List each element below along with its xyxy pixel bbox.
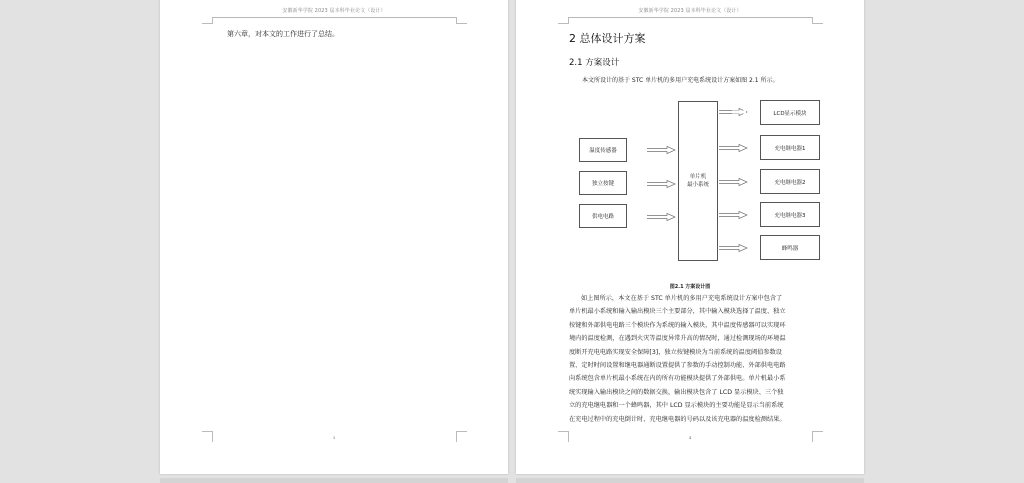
- page-header: 安徽新华学院 2023 届本科毕业论文（设计）: [282, 8, 386, 14]
- body-paragraph: [569, 292, 813, 426]
- diagram-box-mcu: [678, 101, 718, 261]
- diagram-box-power: 供电电路: [579, 204, 627, 228]
- diagram-box-keys: 独立按键: [579, 171, 627, 195]
- diagram-box-lcd: LCD显示模块: [760, 100, 820, 125]
- diagram-box-temp-sensor: 温度传感器: [579, 138, 627, 162]
- page-header: 安徽新华学院 2023 届本科毕业论文（设计）: [638, 8, 742, 14]
- diagram-box-buzzer: 蜂鸣器: [760, 235, 820, 260]
- document-page-3: [160, 0, 508, 474]
- intro-text: 本文所设计的基于 STC 单片机的多用户充电系统设计方案如图 2.1 所示。: [582, 77, 779, 84]
- paragraph-line: 立的充电继电器和一个蜂鸣器，其中 LCD 显示模块的主要功能是显示当前系统: [569, 402, 784, 410]
- paragraph-line: 境内的温度检测，在遇到火灾等温度异常升高的情况时，通过检测现场的环境温: [569, 335, 786, 343]
- section-title: 2.1 方案设计: [569, 58, 620, 68]
- header-rule: [212, 17, 456, 18]
- next-page-edge-right: [516, 478, 864, 483]
- body-text-line: 第六章，对本文的工作进行了总结。: [227, 30, 339, 38]
- mcu-label-line1: 单片机: [689, 174, 707, 180]
- diagram-box-relay-2: 充电继电器2: [760, 169, 820, 194]
- next-page-edge-left: [160, 478, 508, 483]
- page-number: 3: [332, 435, 336, 440]
- paragraph-line: 按键和外部供电电路三个模块作为系统的输入模块，其中温度传感器可以实现环: [569, 321, 786, 329]
- document-page-4: [516, 0, 864, 474]
- page-number: 4: [688, 435, 692, 440]
- paragraph-line: 单片机最小系统和输入输出模块三个主要部分，其中输入模块选择了温度、独立: [569, 308, 786, 316]
- paragraph-line: 在充电过程中的充电倒计时、充电继电器的号码以及该充电器的温度检测结果。: [569, 415, 786, 423]
- block-diagram: [516, 0, 864, 298]
- paragraph-line: 统实现输入输出模块之间的数据交换，输出模块包含了 LCD 显示模块、三个独: [569, 388, 784, 396]
- paragraph-line: 如上图所示，本文在基于 STC 单片机的多用户充电系统设计方案中包含了: [581, 295, 783, 302]
- paragraph-line: 置、定时时间设置和继电器通断设置提供了参数的手动控制功能、外部供电电路: [569, 361, 786, 369]
- chapter-title: 2 总体设计方案: [569, 32, 646, 45]
- figure-caption: 图2.1 方案设计图: [669, 284, 711, 290]
- paragraph-line: 向系统包含单片机最小系统在内的所有功能模块提供了外部供电。单片机最小系: [569, 375, 786, 383]
- mcu-label-line2: 最小系统: [686, 182, 709, 188]
- crop-mark-top-right: [456, 17, 467, 24]
- diagram-box-relay-3: 充电继电器3: [760, 202, 820, 227]
- crop-mark-top-left: [202, 17, 213, 24]
- paragraph-line: 度断开充电电路实现安全保障[3]，独立按键模块为当前系统的温度阈值参数设: [569, 348, 782, 356]
- diagram-box-relay-1: 充电继电器1: [760, 135, 820, 160]
